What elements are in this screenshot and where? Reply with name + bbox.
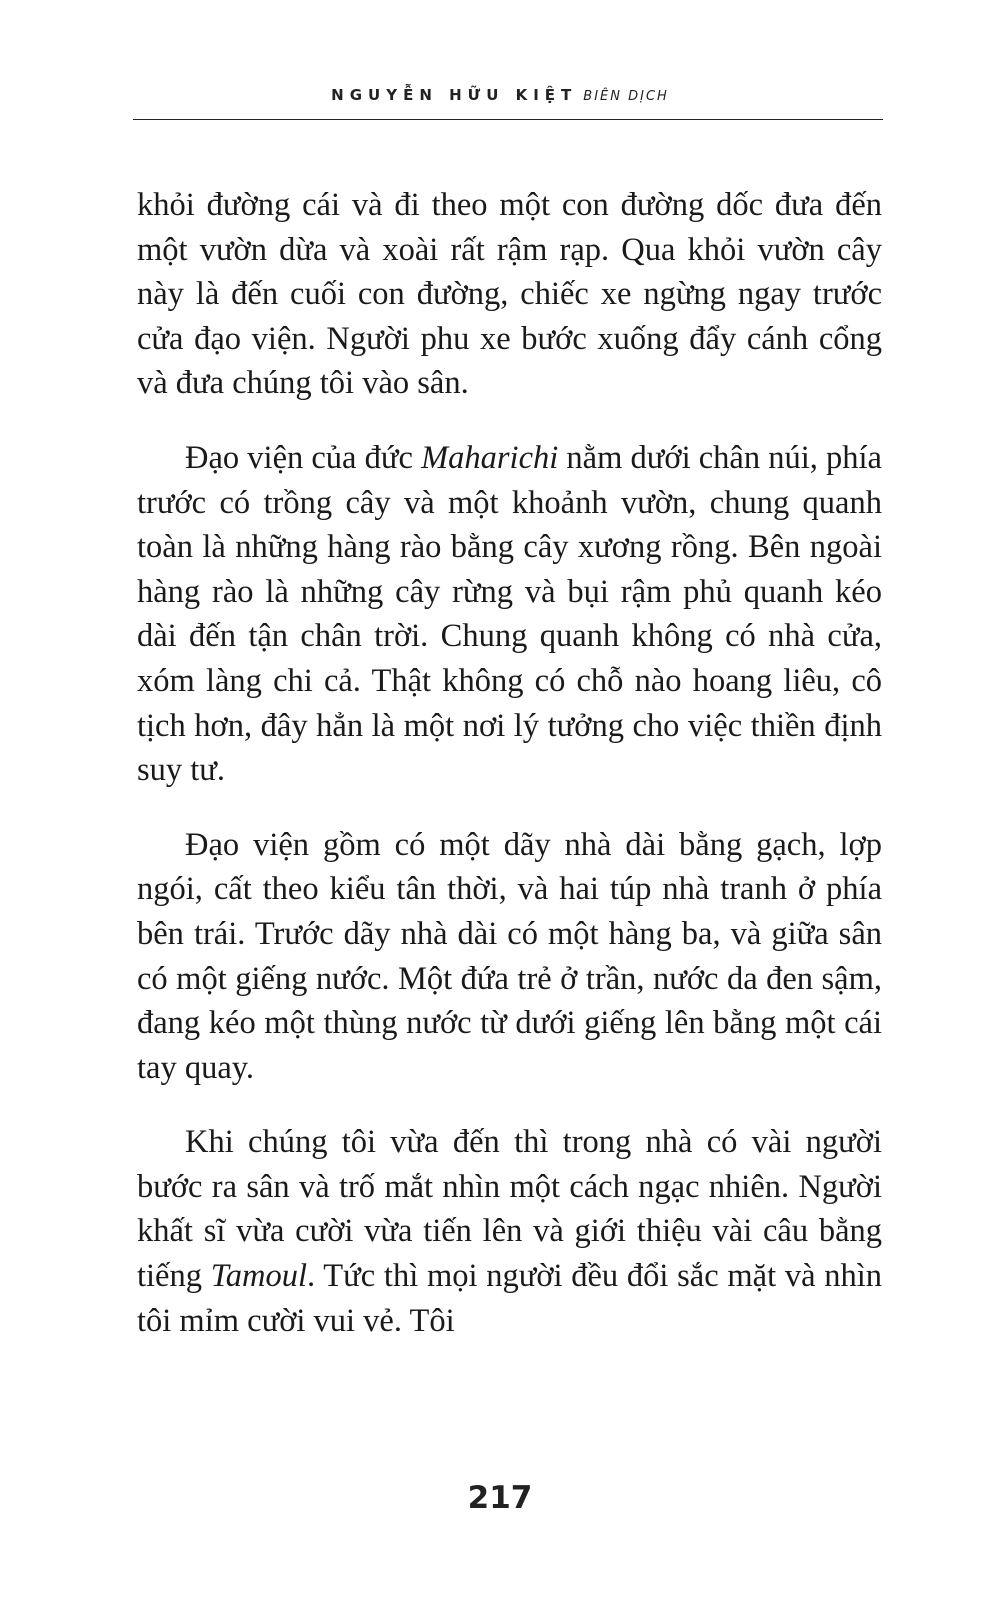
paragraph-3-text: Đạo viện gồm có một dãy nhà dài bằng gạch, lợp ngói, cất theo kiểu tân thời, và hai túp nhà tranh ở phía bên trái. Trước dãy nhà dài có một hàng ba, và giữa sân có một giếng nước. Một đứa trẻ ở trần, nước da đen sậm, đang kéo một thùng nước từ dưới giếng lên bằng một cái tay quay. [137, 826, 882, 1086]
paragraph-3 [137, 823, 882, 1091]
paragraph-2 [137, 436, 882, 793]
paragraph-2-text-a: Đạo viện của đức [185, 439, 422, 476]
page-number: 217 [467, 1480, 533, 1516]
paragraph-1-text: khỏi đường cái và đi theo một con đường dốc đưa đến một vườn dừa và xoài rất rậm rạp. Qua khỏi vườn cây này là đến cuối con đường, chiếc xe ngừng ngay trước cửa đạo viện. Người phu xe bước xuống đẩy cánh cổng và đưa chúng tôi vào sân. [137, 187, 882, 402]
running-header [0, 86, 1000, 104]
paragraph-4 [137, 1120, 882, 1343]
paragraph-4-term-tamoul: Tamoul [210, 1258, 308, 1295]
paragraph-2-term-maharichi: Maharichi [421, 439, 559, 476]
header-rule [133, 119, 883, 120]
header-author: NGUYỄN HỮU KIỆT [331, 86, 578, 104]
paragraph-1 [137, 183, 882, 406]
header-role: BIÊN DỊCH [583, 89, 669, 104]
paragraph-4-text-b: . Tức thì mọi người đều đổi sắc mặt và nhìn tôi mỉm cười vui vẻ. Tôi [137, 1258, 882, 1339]
paragraph-4-text-a: Khi chúng tôi vừa đến thì trong nhà có vài người bước ra sân và trố mắt nhìn một cách ngạc nhiên. Người khất sĩ vừa cười vừa tiến lên và giới thiệu vài câu bằng tiếng [137, 1124, 882, 1295]
body-text [137, 183, 882, 1373]
paragraph-2-text-b: nằm dưới chân núi, phía trước có trồng cây và một khoảnh vườn, chung quanh toàn là những hàng rào bằng cây xương rồng. Bên ngoài hàng rào là những cây rừng và bụi rậm phủ quanh kéo dài đến tận chân trời. Chung quanh không có nhà cửa, xóm làng chi cả. Thật không có chỗ nào hoang liêu, cô tịch hơn, đây hẳn là một nơi lý tưởng cho việc thiền định suy tư. [137, 439, 882, 789]
